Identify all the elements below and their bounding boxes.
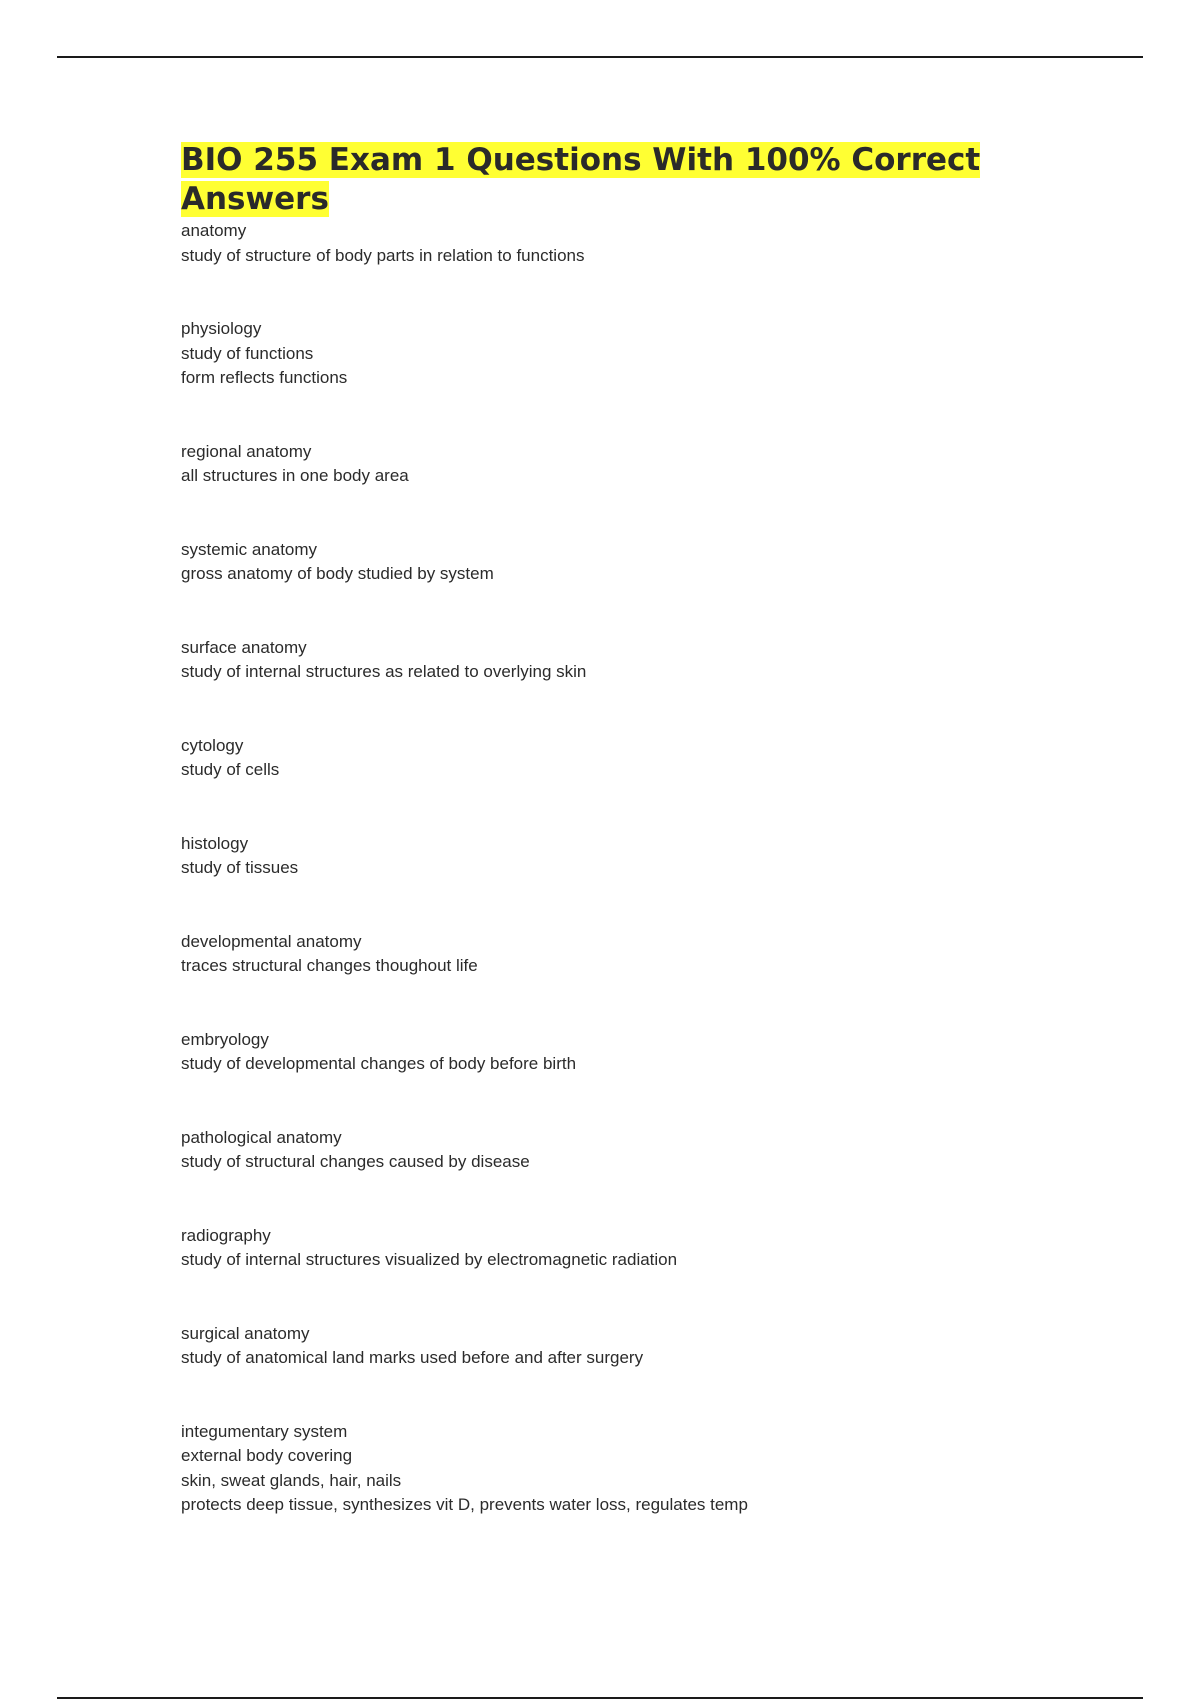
term-entry	[181, 734, 1061, 783]
term-entry	[181, 538, 1061, 587]
title-highlight: BIO 255 Exam 1 Questions With 100% Correct Answers	[181, 142, 981, 217]
document-body	[181, 141, 1061, 1518]
document-title	[181, 141, 1061, 219]
term-entry	[181, 930, 1061, 979]
term-list	[181, 219, 1061, 1518]
term-definition: all structures in one body area	[181, 466, 409, 485]
term-name: anatomy	[181, 221, 247, 240]
term-definition: form reflects functions	[181, 368, 348, 387]
term-name: pathological anatomy	[181, 1127, 342, 1147]
term-definition: study of structural changes caused by disease	[181, 1152, 530, 1171]
term-definition: gross anatomy of body studied by system	[181, 564, 494, 583]
term-entry	[181, 1420, 1061, 1518]
term-name: physiology	[181, 319, 262, 338]
term-definition: study of tissues	[181, 858, 299, 877]
term-definition: skin, sweat glands, hair, nails	[181, 1470, 402, 1490]
term-name: embryology	[181, 1029, 269, 1049]
term-entry	[181, 440, 1061, 489]
term-entry	[181, 219, 1061, 268]
term-name: histology	[181, 833, 249, 853]
term-definition: study of functions	[181, 343, 314, 363]
term-definition: study of internal structures as related to overlying skin	[181, 662, 587, 681]
term-entry	[181, 1028, 1061, 1077]
term-name: integumentary system	[181, 1421, 348, 1441]
term-entry	[181, 1224, 1061, 1273]
term-definition: study of developmental changes of body before birth	[181, 1054, 577, 1073]
term-name: developmental anatomy	[181, 931, 362, 951]
term-definition: study of anatomical land marks used before and after surgery	[181, 1348, 644, 1367]
term-definition: traces structural changes thoughout life	[181, 956, 478, 975]
term-name: cytology	[181, 735, 244, 755]
term-name: surface anatomy	[181, 637, 307, 657]
term-definition: protects deep tissue, synthesizes vit D, prevents water loss, regulates temp	[181, 1495, 748, 1514]
term-definition: study of cells	[181, 760, 280, 779]
term-name: surgical anatomy	[181, 1323, 310, 1343]
term-definition: study of internal structures visualized by electromagnetic radiation	[181, 1250, 678, 1269]
term-definition: external body covering	[181, 1446, 353, 1465]
term-name: regional anatomy	[181, 441, 312, 461]
term-entry	[181, 832, 1061, 881]
term-name: systemic anatomy	[181, 539, 318, 559]
term-entry	[181, 1126, 1061, 1175]
term-entry	[181, 636, 1061, 685]
header-rule	[57, 56, 1143, 58]
term-entry	[181, 317, 1061, 391]
term-entry	[181, 1322, 1061, 1371]
term-name: radiography	[181, 1225, 271, 1245]
footer-rule	[57, 1697, 1143, 1699]
term-definition: study of structure of body parts in relation to functions	[181, 245, 585, 265]
